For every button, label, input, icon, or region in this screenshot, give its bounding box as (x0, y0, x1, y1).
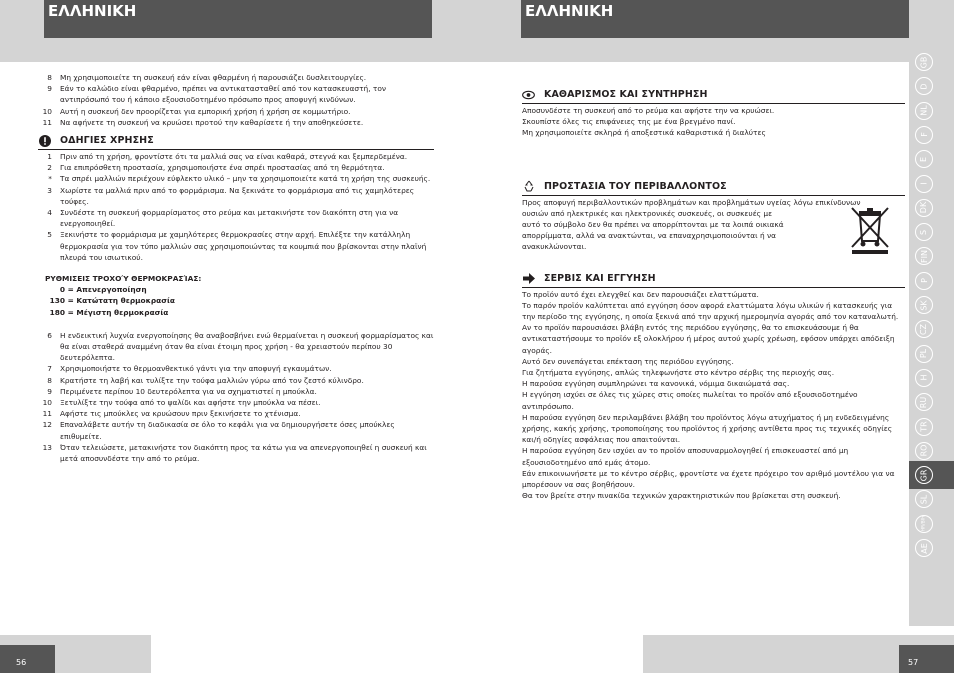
service-paragraph: Για ζητήματα εγγύησης, απλώς τηλεφωνήστε στο κέντρο σέρβις της περιοχής σας. (522, 368, 835, 378)
cleaning-line: Σκουπίστε όλες τις επιφάνειες της με ένα βρεγμένο πανί. (522, 117, 736, 127)
instruction-item (38, 229, 434, 263)
instruction-item-number: * (48, 174, 52, 184)
instruction-item (38, 185, 434, 207)
language-tab-label: GB (919, 56, 929, 68)
warning-item (38, 117, 434, 128)
step-item-text: Η ενδεικτική λυχνία ενεργοποίησης θα αναβοσβήνει ενώ θερμαίνεται η συσκευή φορμαρίσματος και θα είναι σταθερά αναμμένη όταν θα είναι έτοιμη προς χρήση - θα χρειαστούν περίπου 30 δευτερόλεπτα. (60, 330, 434, 363)
instructions-list (38, 151, 434, 263)
warning-item (38, 106, 434, 117)
step-item-number: 9 (47, 386, 52, 396)
step-item-text: Χρησιμοποιήστε το θερμοανθεκτικό γάντι για την αποφυγή εγκαυμάτων. (60, 364, 332, 374)
step-item-number: 6 (47, 330, 52, 340)
service-paragraph: Η παρούσα εγγύηση δεν ισχύει αν το προϊόν αποσυναρμολογηθεί ή επισκευαστεί από μη εξουσιοδοτημένο από εμάς άτομο. (522, 446, 849, 467)
step-item-number: 10 (42, 398, 52, 408)
language-tab-label: TR (919, 421, 929, 432)
service-paragraph: Η παρούσα εγγύηση δεν περιλαμβάνει βλάβη του προϊόντος λόγω ατυχήματος ή μη ενδεδειγμένης χρήσης, κακής χρήσης, τροποποίησης του προϊόντος ή χρήσης αντίθετα προς τις τεχνικές οδηγίες και/ή οδηγίες ασφάλειας που απαιτούνται. (522, 412, 893, 445)
cleaning-text (522, 105, 905, 139)
instruction-item (38, 173, 434, 184)
step-item-number: 8 (47, 375, 52, 385)
service-paragraph: Αυτό δεν συνεπάγεται επέκταση της περιόδου εγγύησης. (522, 356, 734, 366)
language-tab-label: HR/BIH (921, 515, 927, 532)
env-line: αυτό το σύμβολο δεν θα πρέπει να απορρίπτονται με τα λοιπά οικιακά (522, 220, 784, 230)
step-item (38, 330, 434, 364)
language-tab-ru[interactable] (915, 393, 933, 411)
step-item (38, 408, 434, 419)
warning-item-number: 10 (42, 106, 52, 116)
info-icon (38, 134, 51, 147)
language-tab-label: P (919, 278, 929, 284)
page-number-right: 57 (908, 658, 919, 667)
setting-value: 0 (59, 285, 65, 295)
service-paragraph: Αν το προϊόν παρουσιάσει βλάβη εντός της περιόδου εγγύησης, θα το επισκευάσουμε ή θα αντικαταστήσουμε το προϊόν εξ ολοκλήρου ή μέρος αυτού χωρίς χρέωση, εφόσον υπάρχει απόδειξη αγοράς. (522, 323, 895, 355)
step-item-number: 7 (47, 364, 52, 374)
language-tab-e[interactable] (915, 150, 933, 168)
service-paragraph: Το παρόν προϊόν καλύπτεται από εγγύηση όσον αφορά ελαττώματα λόγω υλικών ή κατασκευής για την περίοδο της εγγύησης, η οποία ξεκινά από την αρχική ημερομηνία αγοράς από τον καταναλωτή. (522, 300, 899, 322)
env-text (522, 208, 905, 253)
right-footer-number-box (899, 645, 954, 673)
left-content (38, 72, 434, 464)
weee-bin-icon (849, 205, 891, 259)
warning-item-text: Αυτή η συσκευή δεν προορίζεται για εμπορική χρήση ή χρήση σε κομμωτήριο. (60, 106, 351, 116)
env-heading-row (522, 180, 905, 196)
service-paragraph: Η εγγύηση ισχύει σε όλες τις χώρες στις οποίες πωλείται το προϊόν από εξουσιοδοτημένο αντιπρόσωπο. (522, 390, 858, 411)
step-item (38, 397, 434, 408)
language-tab-h[interactable] (915, 369, 933, 387)
language-tab-hr-bih[interactable] (915, 515, 933, 533)
language-tab-label: CZ (919, 323, 929, 335)
setting-item (45, 307, 434, 318)
language-tab-label: DK (919, 202, 929, 214)
step-item-text: Κρατήστε τη λαβή και τυλίξτε την τούφα μαλλιών γύρω από τον ζεστό κύλινδρο. (60, 375, 364, 385)
language-tab-label: FIN (919, 249, 929, 263)
language-tab-tr[interactable] (915, 418, 933, 436)
language-tab-ro[interactable] (915, 442, 933, 460)
left-header-title: ΕΛΛΗΝΙΚΗ (44, 0, 432, 38)
warning-item-text: Μη χρησιμοποιείτε τη συσκευή εάν είναι φθαρμένη ή παρουσιάζει δυσλειτουργίες. (60, 73, 367, 82)
step-item-number: 13 (42, 442, 52, 452)
cleaning-line: Μη χρησιμοποιείτε σκληρά ή αποξεστικά καθαριστικά ή διαλύτες (522, 128, 766, 138)
language-tab-label: RU (919, 396, 929, 408)
service-paragraph: Θα τον βρείτε στην πινακίδα τεχνικών χαρακτηριστικών που βρίσκεται στη συσκευή. (522, 491, 841, 501)
language-tab-label: AE (919, 542, 929, 554)
env-line: ανακυκλώνονται. (522, 242, 587, 252)
language-tab-i[interactable] (915, 175, 933, 193)
step-item (38, 442, 434, 464)
instructions-heading: ΟΔΗΓΙΕΣ ΧΡΗΣΗΣ (60, 134, 154, 146)
right-page (477, 0, 954, 673)
settings-title: ΡΥΘΜΙΣΕΙΣ ΤΡΟΧΟΎ ΘΕΡΜΟΚΡΑΣΊΑΣ: (45, 274, 202, 284)
language-tab-gb[interactable] (915, 53, 933, 71)
language-tab-p[interactable] (915, 272, 933, 290)
warning-item (38, 72, 434, 83)
warning-item-number: 8 (47, 73, 52, 82)
language-tab-nl[interactable] (915, 102, 933, 120)
instruction-item-number: 2 (47, 163, 52, 173)
setting-value: 180 (49, 307, 65, 317)
step-item-text: Περιμένετε περίπου 10 δευτερόλεπτα για να σχηματιστεί η μπούκλα. (60, 386, 317, 396)
language-tab-pl[interactable] (915, 345, 933, 363)
arrow-right-icon (522, 272, 535, 285)
language-tab-label: S (919, 229, 929, 235)
service-paragraph: Το προϊόν αυτό έχει ελεγχθεί και δεν παρουσιάζει ελαττώματα. (522, 289, 759, 299)
setting-label: = Απενεργοποίηση (65, 285, 147, 295)
right-header-title: ΕΛΛΗΝΙΚΗ (521, 0, 909, 38)
instruction-item (38, 162, 434, 173)
cleaning-heading: ΚΑΘΑΡΙΣΜΟΣ ΚΑΙ ΣΥΝΤΗΡΗΣΗ (544, 88, 708, 100)
instruction-item-text: Πριν από τη χρήση, φροντίστε ότι τα μαλλιά σας να είναι καθαρά, στεγνά και ξεμπερδεμένα. (60, 152, 408, 162)
instruction-item-text: Χωρίστε τα μαλλιά πριν από το φορμάρισμα. Να ξεκινάτε το φορμάρισμα από τις χαμηλότερες τούφες. (60, 185, 415, 206)
language-tab-sl[interactable] (915, 490, 933, 508)
language-tab-label: E (919, 156, 929, 162)
step-item-number: 11 (42, 409, 52, 419)
recycle-icon (522, 180, 535, 193)
cleaning-line: Αποσυνδέστε τη συσκευή από το ρεύμα και αφήστε την να κρυώσει. (522, 106, 775, 115)
language-tab-f[interactable] (915, 126, 933, 144)
language-tab-label: PL (919, 348, 929, 359)
step-item-text: Επαναλάβετε αυτήν τη διαδικασία σε όλο το κεφάλι για να δημιουργήσετε όσες μπούκλες επιθυμείτε. (60, 420, 395, 441)
step-item-text: Όταν τελειώσετε, μετακινήστε τον διακόπτη προς τα κάτω για να απενεργοποιηθεί η συσκευή και μετά αποσυνδέστε την από το ρεύμα. (60, 442, 427, 464)
eye-icon (522, 88, 535, 101)
warning-item-number: 9 (47, 84, 52, 94)
language-tab-d[interactable] (915, 77, 933, 95)
step-item (38, 375, 434, 386)
warnings-list (38, 72, 434, 128)
steps-list (38, 330, 434, 464)
step-item-number: 12 (42, 420, 52, 430)
service-text (522, 289, 905, 502)
right-content (522, 88, 905, 501)
setting-label: = Κατώτατη θερμοκρασία (65, 296, 175, 306)
service-heading: ΣΕΡΒΙΣ ΚΑΙ ΕΓΓΥΗΣΗ (544, 272, 656, 284)
language-tab-fin[interactable] (915, 247, 933, 265)
settings-list (45, 284, 434, 318)
step-item-text: Αφήστε τις μπούκλες να κρυώσουν πριν ξεκινήσετε το χτένισμα. (60, 409, 301, 419)
instructions-heading-row (38, 134, 434, 150)
setting-item (45, 284, 434, 295)
warning-item (38, 83, 434, 105)
warning-item-text: Εάν το καλώδιο είναι φθαρμένο, πρέπει να αντικατασταθεί από τον κατασκευαστή, τον αντιπρόσωπό του ή κάποιο εξουσιοδοτημένο πρόσωπο προς αποφυγή κινδύνων. (60, 84, 387, 105)
instruction-item-number: 4 (47, 208, 52, 218)
language-tab-bar (909, 48, 954, 626)
warning-item-text: Να αφήνετε τη συσκευή να κρυώσει προτού την καθαρίσετε ή την αποθηκεύσετε. (60, 117, 364, 127)
instruction-item-number: 3 (47, 185, 52, 195)
env-heading: ΠΡΟΣΤΑΣΙΑ ΤΟΥ ΠΕΡΙΒΑΛΛΟΝΤΟΣ (544, 180, 727, 192)
language-tab-s[interactable] (915, 223, 933, 241)
language-tab-cz[interactable] (915, 320, 933, 338)
instruction-item (38, 151, 434, 162)
env-line: ουσιών από ηλεκτρικές και ηλεκτρονικές συσκευές, οι συσκευές με (522, 208, 773, 218)
language-tab-label: H (919, 374, 929, 381)
setting-item (45, 295, 434, 306)
service-heading-row (522, 272, 905, 288)
instruction-item-number: 5 (47, 230, 52, 240)
language-tab-sk[interactable] (915, 296, 933, 314)
setting-label: = Μέγιστη θερμοκρασία (65, 307, 169, 317)
left-footer-number-box (0, 645, 55, 673)
language-tab-label: RO (919, 444, 929, 457)
service-paragraph: Η παρούσα εγγύηση συμπληρώνει τα κανονικά, νόμιμα δικαιώματά σας. (522, 379, 790, 389)
cleaning-heading-row (522, 88, 905, 104)
warning-item-number: 11 (42, 117, 52, 127)
instruction-item-text: Συνδέστε τη συσκευή φορμαρίσματος στο ρεύμα και μετακινήστε τον διακόπτη στη για να ενεργοποιηθεί. (60, 208, 399, 229)
instruction-item-text: Τα σπρέι μαλλιών περιέχουν εύφλεκτο υλικό – μην τα χρησιμοποιείτε κατά τη χρήση της συσκευής. (60, 174, 431, 184)
language-tab-label: GR (919, 469, 929, 481)
language-tab-gr[interactable] (915, 466, 933, 484)
language-tab-label: SL (919, 494, 929, 505)
language-tab-label: SK (919, 299, 929, 311)
step-item (38, 419, 434, 441)
instruction-item-text: Για επιπρόσθετη προστασία, χρησιμοποιήστε ένα σπρέι προστασίας από τη θερμότητα. (60, 163, 385, 173)
step-item (38, 386, 434, 397)
step-item-text: Ξετυλίξτε την τούφα από το ψαλίδι και αφήστε την μπούκλα να πέσει. (60, 398, 321, 408)
language-tab-dk[interactable] (915, 199, 933, 217)
page-number-left: 56 (16, 658, 27, 667)
service-paragraph: Εάν επικοινωνήσετε με το κέντρο σέρβις, φροντίστε να έχετε πρόχειρο τον αριθμό μοντέλου για να μπορέσουν να σας βοηθήσουν. (522, 468, 895, 490)
instruction-item-text: Ξεκινήστε το φορμάρισμα με χαμηλότερες θερμοκρασίες στην αρχή. Επιλέξτε την κατάλληλη θερμοκρασία για τον τύπο μαλλιών σας χρησιμοποιώντας τα κουμπιά που βρίσκονται στην πλαϊνή πλευρά του ισιωτικού. (60, 230, 427, 262)
setting-value: 130 (49, 296, 65, 306)
language-tab-label: NL (919, 105, 929, 116)
instruction-item (38, 207, 434, 229)
env-text-full: Προς αποφυγή περιβαλλοντικών προβλημάτων και προβλημάτων υγείας λόγω επικίνδυνων (522, 197, 861, 207)
language-tab-label: I (919, 182, 929, 185)
step-item (38, 363, 434, 374)
instruction-item-number: 1 (47, 152, 52, 162)
language-tab-label: F (919, 132, 929, 138)
env-line: απορρίμματα, αλλά να ανακτώνται, να επαναχρησιμοποιούνται ή να (522, 231, 777, 241)
language-tab-label: D (919, 83, 929, 90)
language-tab-ae[interactable] (915, 539, 933, 557)
